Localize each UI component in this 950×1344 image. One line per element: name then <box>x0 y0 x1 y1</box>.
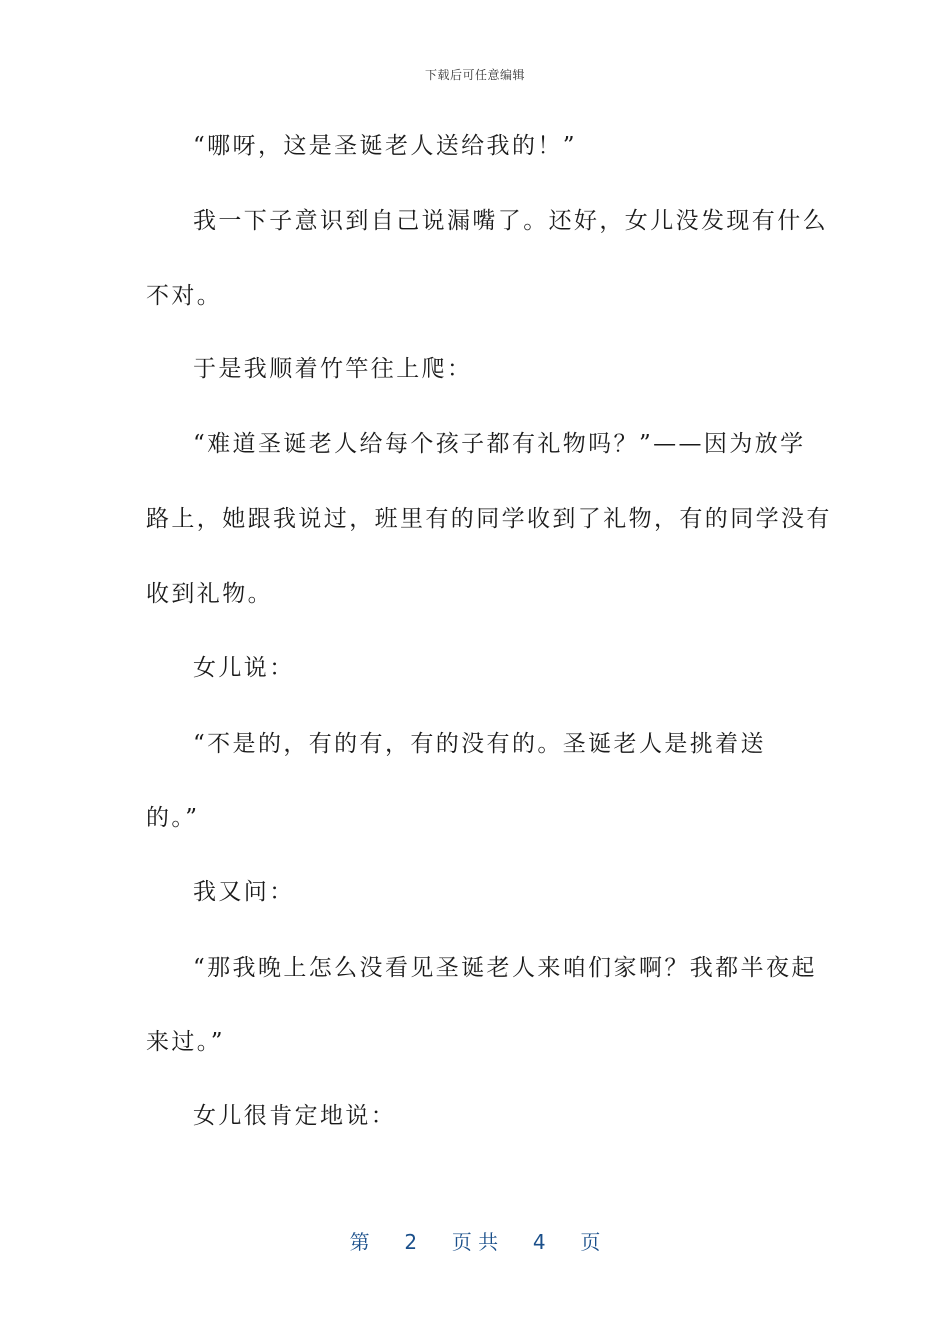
footer-middle: 页 共 <box>451 1230 499 1254</box>
footer-prefix: 第 <box>349 1230 370 1254</box>
paragraph-line: 的。” <box>146 805 200 831</box>
paragraph-line: “那我晚上怎么没看见圣诞老人来咱们家啊？我都半夜起 <box>193 955 817 981</box>
paragraph-line: 于是我顺着竹竿往上爬： <box>193 356 473 382</box>
paragraph-line: 不对。 <box>146 283 223 309</box>
paragraph-line: “不是的，有的有，有的没有的。圣诞老人是挑着送 <box>193 731 766 757</box>
paragraph-line: 收到礼物。 <box>146 581 273 607</box>
paragraph-line: 路上，她跟我说过，班里有的同学收到了礼物，有的同学没有 <box>146 506 832 532</box>
paragraph-line: “哪呀，这是圣诞老人送给我的！” <box>193 133 577 159</box>
page-header: 下载后可任意编辑 <box>424 68 525 82</box>
footer-suffix: 页 <box>580 1230 601 1254</box>
paragraph-line: 我一下子意识到自己说漏嘴了。还好，女儿没发现有什么 <box>193 208 828 234</box>
paragraph-line: 女儿说： <box>193 655 295 681</box>
paragraph-line: 来过。” <box>146 1029 225 1055</box>
paragraph-line: 我又问： <box>193 879 295 905</box>
current-page-number: 2 <box>404 1230 418 1254</box>
paragraph-line: 女儿很肯定地说： <box>193 1103 397 1129</box>
total-pages-number: 4 <box>532 1230 546 1254</box>
paragraph-line: “难道圣诞老人给每个孩子都有礼物吗？”——因为放学 <box>193 431 806 457</box>
page-footer <box>0 1226 950 1255</box>
